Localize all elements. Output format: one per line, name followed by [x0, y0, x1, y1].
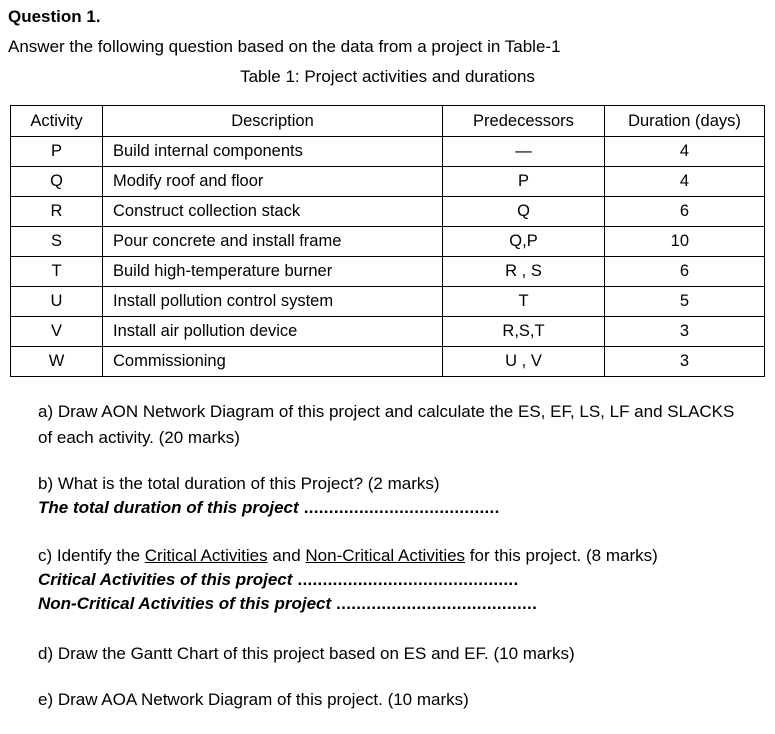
non-critical-dots: ........................................ — [331, 594, 538, 613]
intro-text: Answer the following question based on the data from a project in Table-1 — [8, 37, 561, 56]
question-title: Question 1. — [8, 7, 101, 26]
question-c — [38, 546, 658, 566]
cell-activity: T — [11, 257, 103, 287]
answer-line-total-duration — [38, 498, 500, 518]
activities-table — [10, 105, 765, 377]
cell-activity: V — [11, 317, 103, 347]
table-row — [11, 197, 765, 227]
cell-predecessors: U , V — [443, 347, 605, 377]
table-row — [11, 137, 765, 167]
table-row — [11, 167, 765, 197]
cell-activity: Q — [11, 167, 103, 197]
answer-line-non-critical — [38, 594, 537, 614]
cell-duration: 5 — [605, 287, 765, 317]
cell-description: Build internal components — [103, 137, 443, 167]
cell-duration: 3 — [605, 317, 765, 347]
table-row — [11, 287, 765, 317]
critical-activities-link: Critical Activities — [144, 546, 268, 565]
table-row — [11, 227, 765, 257]
table-row — [11, 257, 765, 287]
header-duration: Duration (days) — [605, 106, 765, 137]
cell-activity: S — [11, 227, 103, 257]
cell-duration: 6 — [605, 197, 765, 227]
cell-predecessors: Q,P — [443, 227, 605, 257]
answer-label: The total duration of this project — [38, 498, 299, 517]
cell-predecessors: P — [443, 167, 605, 197]
header-predecessors: Predecessors — [443, 106, 605, 137]
header-description: Description — [103, 106, 443, 137]
question-c-prefix: c) Identify the — [38, 546, 145, 565]
cell-description: Install pollution control system — [103, 287, 443, 317]
cell-description: Pour concrete and install frame — [103, 227, 443, 257]
table-row — [11, 317, 765, 347]
answer-line-critical — [38, 570, 518, 590]
cell-activity: R — [11, 197, 103, 227]
question-c-middle: and — [267, 546, 306, 565]
cell-duration: 4 — [605, 137, 765, 167]
header-activity: Activity — [11, 106, 103, 137]
cell-predecessors: Q — [443, 197, 605, 227]
answer-dots: ....................................... — [298, 498, 500, 517]
cell-activity: P — [11, 137, 103, 167]
cell-predecessors: R , S — [443, 257, 605, 287]
cell-predecessors: T — [443, 287, 605, 317]
non-critical-label: Non-Critical Activities of this project — [38, 594, 332, 613]
table-row — [11, 347, 765, 377]
table-caption: Table 1: Project activities and durations — [240, 67, 535, 86]
question-a: a) Draw AON Network Diagram of this project and calculate the ES, EF, LS, LF and SLACKS of each activity. (20 marks) — [38, 402, 735, 447]
cell-predecessors: R,S,T — [443, 317, 605, 347]
question-d: d) Draw the Gantt Chart of this project based on ES and EF. (10 marks) — [38, 644, 575, 663]
critical-label: Critical Activities of this project — [38, 570, 293, 589]
cell-activity: W — [11, 347, 103, 377]
cell-predecessors: — — [443, 137, 605, 167]
cell-description: Construct collection stack — [103, 197, 443, 227]
cell-duration: 10 — [605, 227, 765, 257]
cell-description: Install air pollution device — [103, 317, 443, 347]
cell-description: Modify roof and floor — [103, 167, 443, 197]
cell-activity: U — [11, 287, 103, 317]
cell-duration: 3 — [605, 347, 765, 377]
cell-duration: 4 — [605, 167, 765, 197]
question-e: e) Draw AOA Network Diagram of this project. (10 marks) — [38, 690, 469, 709]
non-critical-activities-link: Non-Critical Activities — [305, 546, 466, 565]
question-c-suffix: for this project. (8 marks) — [465, 546, 658, 565]
cell-description: Build high-temperature burner — [103, 257, 443, 287]
table-header-row — [11, 106, 765, 137]
question-b: b) What is the total duration of this Project? (2 marks) — [38, 474, 440, 493]
critical-dots: ............................................ — [292, 570, 519, 589]
cell-duration: 6 — [605, 257, 765, 287]
cell-description: Commissioning — [103, 347, 443, 377]
